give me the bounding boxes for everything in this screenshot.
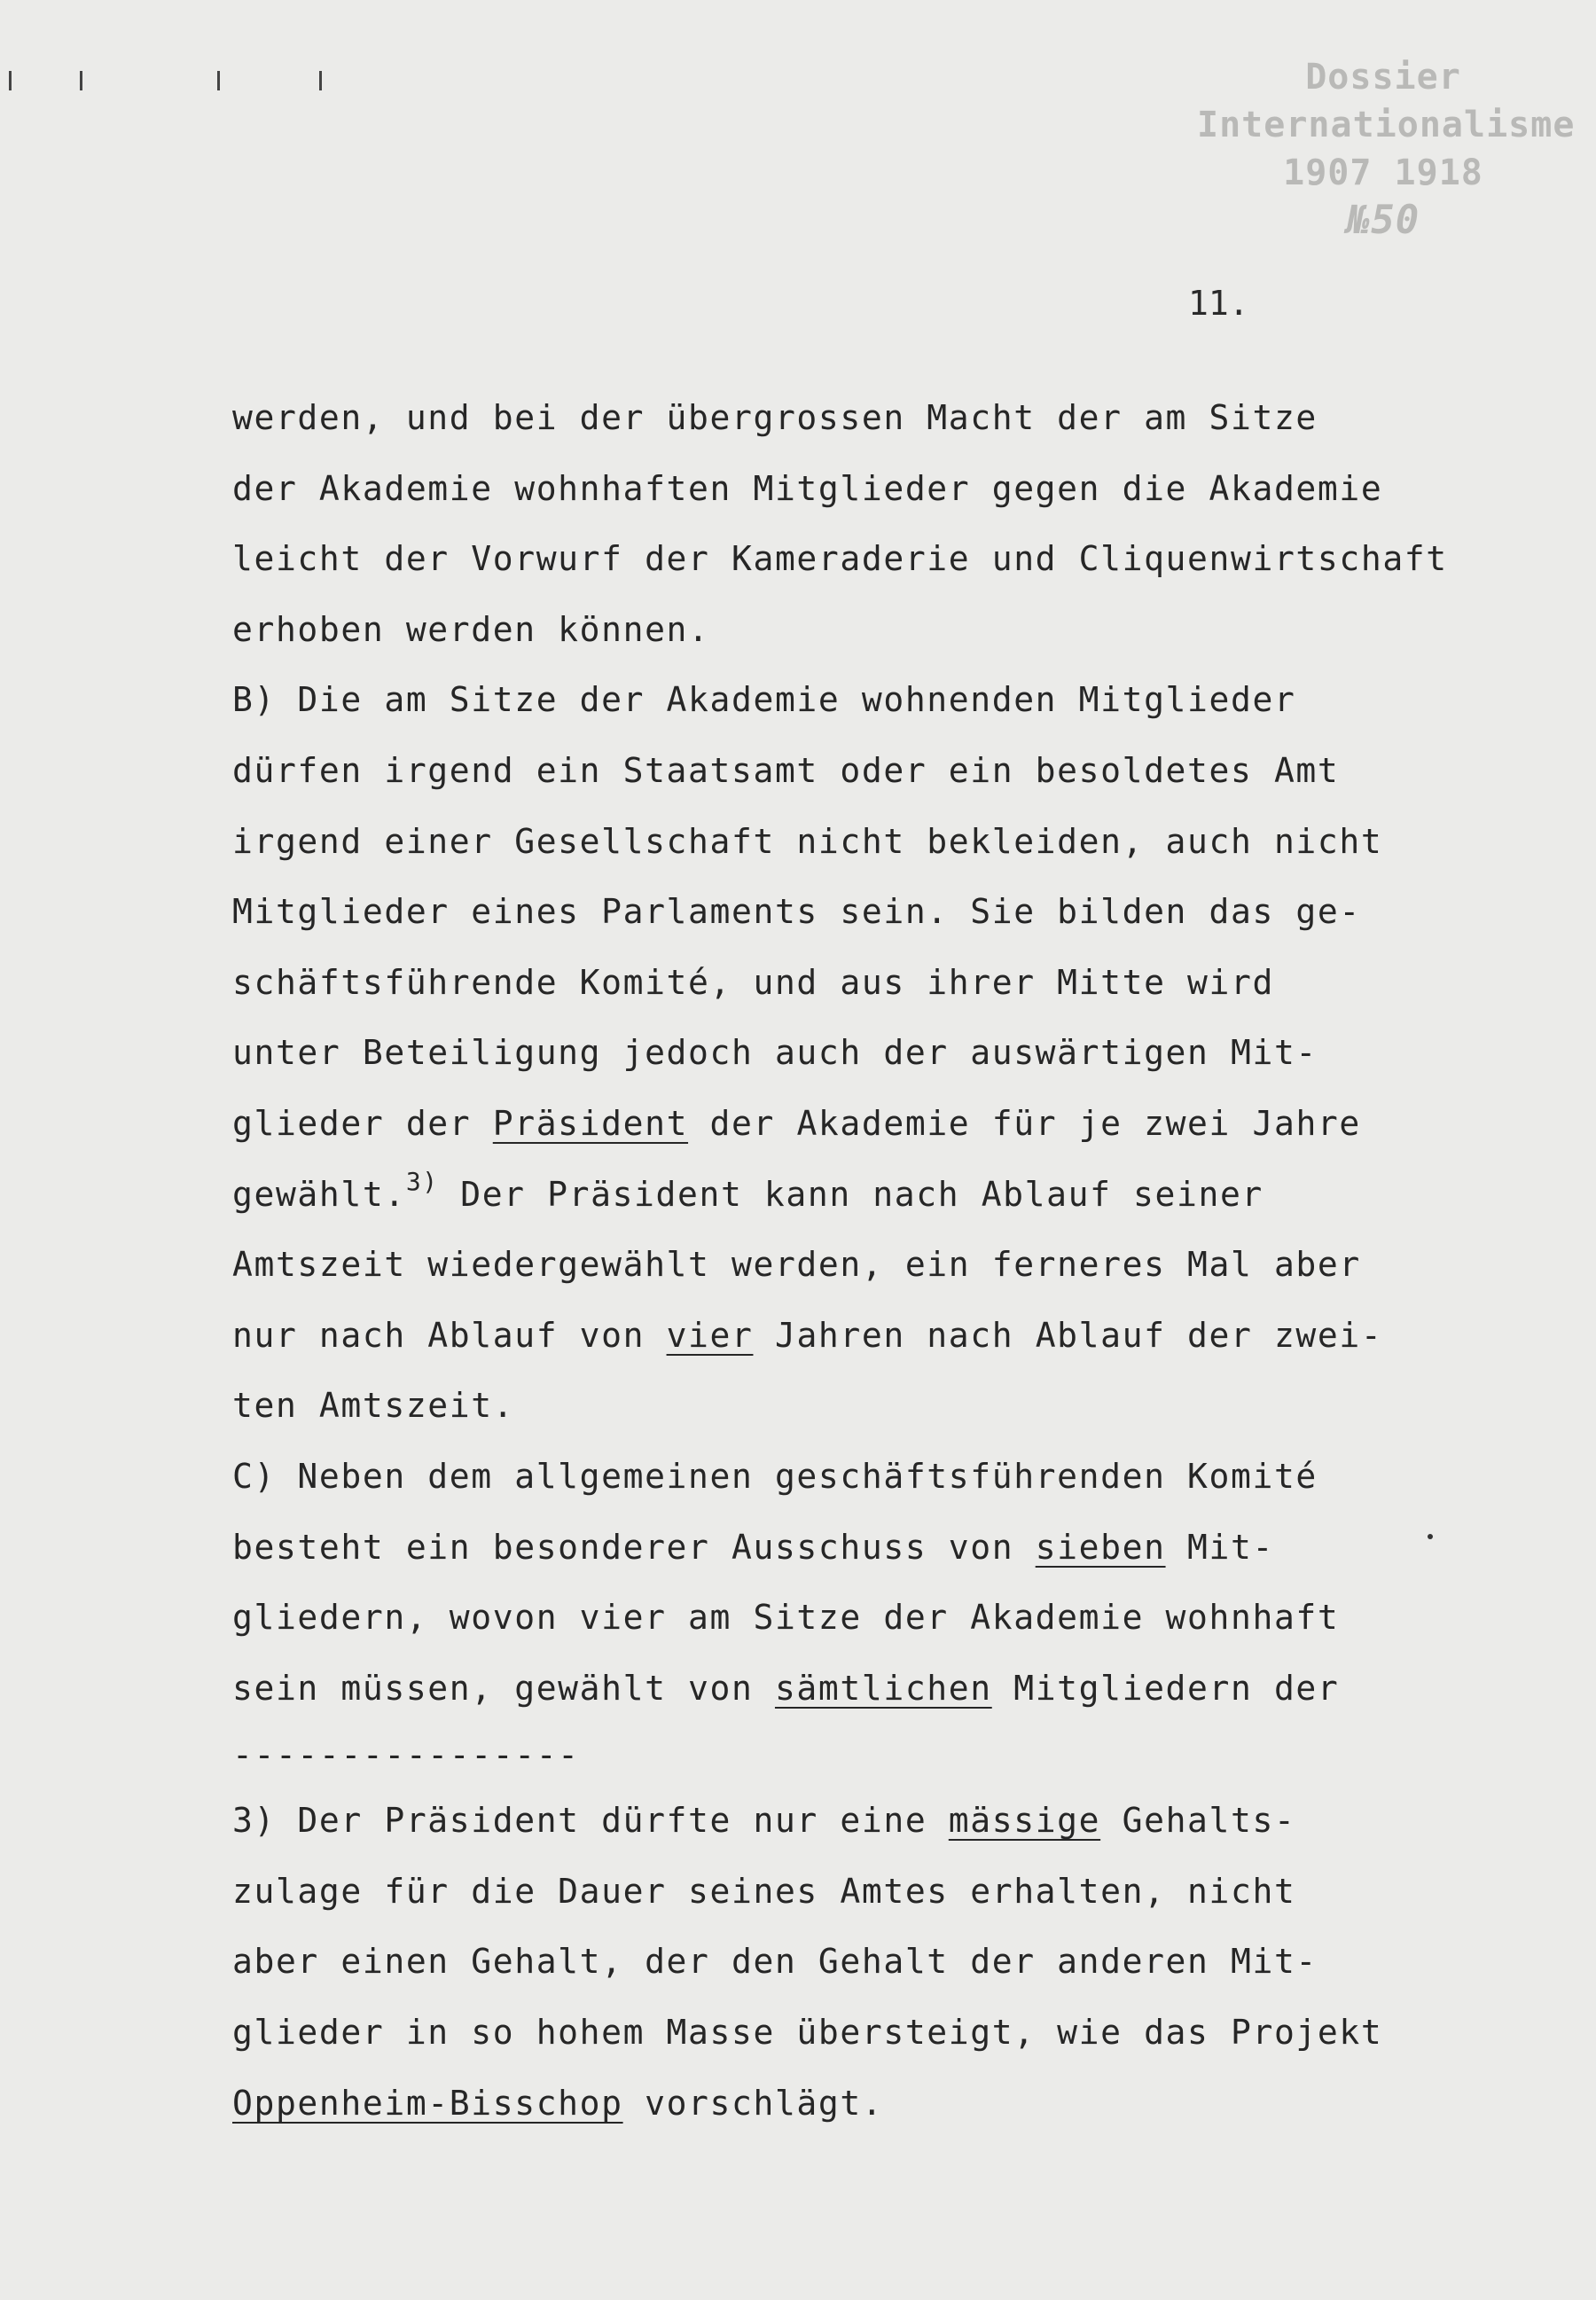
stamp-line-4: №50	[1346, 198, 1420, 243]
text-line: B) Die am Sitze der Akademie wohnenden Mitglieder	[232, 680, 1296, 720]
archive-stamp	[1197, 53, 1576, 245]
underlined-word: Präsident	[492, 1103, 689, 1143]
text-line: sein müssen, gewählt von sämtlichen Mitgliedern der	[232, 1668, 1340, 1708]
text-line: dürfen irgend ein Staatsamt oder ein besoldetes Amt	[232, 750, 1340, 790]
footnote-ref: 3)	[405, 1166, 439, 1196]
text-line: leicht der Vorwurf der Kameraderie und Cliquenwirtschaft	[232, 539, 1448, 579]
text-line: gewählt.$^{3)}$ Der Präsident kann nach Ablauf seiner	[232, 1166, 1264, 1214]
text-line: erhoben werden können.	[232, 609, 710, 649]
typed-body-text	[232, 383, 1474, 2139]
text-line: schäftsführende Komité, und aus ihrer Mitte wird	[232, 962, 1274, 1002]
footnote-line: zulage für die Dauer seines Amtes erhalten, nicht	[232, 1871, 1296, 1911]
text-line: Mitglieder eines Parlaments sein. Sie bilden das ge-	[232, 892, 1361, 932]
page-number: 11.	[1188, 284, 1249, 323]
text-line: gliedern, wovon vier am Sitze der Akademie wohnhaft	[232, 1598, 1340, 1638]
footnote-line: 3) Der Präsident dürfte nur eine mässige Gehalts-	[232, 1801, 1296, 1841]
underlined-word: vier	[666, 1315, 754, 1355]
footnote-separator: ----------------	[232, 1735, 580, 1775]
footnote-line: Oppenheim-Bisschop vorschlägt.	[232, 2083, 884, 2123]
text-line: der Akademie wohnhaften Mitglieder gegen die Akademie	[232, 468, 1383, 508]
text-line: Amtszeit wiedergewählt werden, ein ferneres Mal aber	[232, 1245, 1361, 1285]
underlined-word: Oppenheim-Bisschop	[232, 2083, 623, 2123]
text-line: ten Amtszeit.	[232, 1386, 515, 1426]
text-line: C) Neben dem allgemeinen geschäftsführenden Komité	[232, 1456, 1318, 1496]
footnote-line: aber einen Gehalt, der den Gehalt der anderen Mit-	[232, 1942, 1318, 1982]
underlined-word: sämtlichen	[774, 1668, 992, 1708]
underlined-word: sieben	[1035, 1527, 1166, 1567]
underlined-word: mässige	[948, 1801, 1101, 1841]
stamp-line-3: 1907 1918	[1283, 153, 1483, 193]
text-line: werden, und bei der übergrossen Macht der am Sitze	[232, 398, 1318, 437]
footnote-line: glieder in so hohem Masse übersteigt, wie das Projekt	[232, 2013, 1383, 2053]
stamp-line-1: Dossier	[1305, 57, 1461, 98]
margin-tick-marks	[9, 71, 328, 98]
text-line: nur nach Ablauf von vier Jahren nach Ablauf der zwei-	[232, 1315, 1383, 1355]
text-line: unter Beteiligung jedoch auch der auswärtigen Mit-	[232, 1033, 1318, 1073]
ink-speck	[1428, 1534, 1433, 1539]
stamp-line-2: Internationalisme	[1197, 105, 1576, 145]
text-line: irgend einer Gesellschaft nicht bekleiden, auch nicht	[232, 821, 1383, 861]
text-line: glieder der Präsident der Akademie für je zwei Jahre	[232, 1103, 1361, 1143]
text-line: besteht ein besonderer Ausschuss von sieben Mit-	[232, 1527, 1274, 1567]
